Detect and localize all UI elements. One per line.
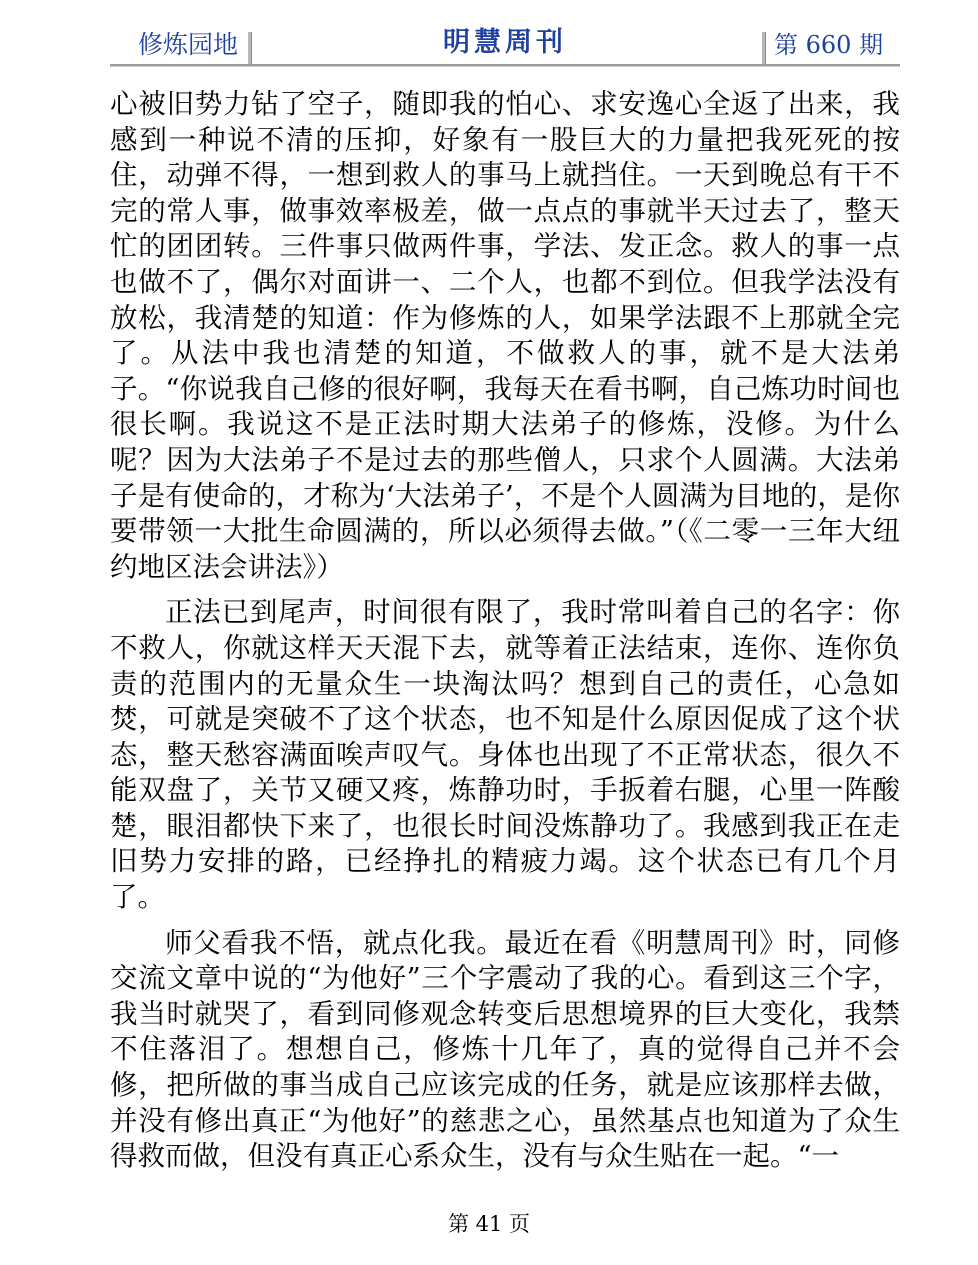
article-body <box>110 87 900 1175</box>
header-rule <box>110 64 900 67</box>
page-header <box>110 28 900 66</box>
publication-title: 明慧周刊 <box>443 27 567 58</box>
issue-number: 第 660 期 <box>774 31 884 59</box>
paragraph-2: 正法已到尾声，时间很有限了，我时常叫着自己的名字：你不救人，你就这样天天混下去，就等着正法结束，连你、连你负责的范围内的无量众生一块淘汰吗？想到自己的责任，心急如焚，可就是突破不了这个状态，也不知是什么原因促成了这个状态，整天愁容满面唉声叹气。身体也出现了不正常状态，很久不能双盘了，关节又硬又疼，炼静功时，手扳着右腿，心里一阵酸楚，眼泪都快下来了，也很长时间没炼静功了。我感到我正在走旧势力安排的路，已经挣扎的精疲力竭。这个状态已有几个月了。 <box>110 596 900 914</box>
header-divider-right <box>762 32 766 64</box>
paragraph-1: 心被旧势力钻了空子，随即我的怕心、求安逸心全返了出来，我感到一种说不清的压抑，好象有一股巨大的力量把我死死的按住，动弹不得，一想到救人的事马上就挡住。一天到晚总有干不完的常人事，做事效率极差，做一点点的事就半天过去了，整天忙的团团转。三件事只做两件事，学法、发正念。救人的事一点也做不了，偶尔对面讲一、二个人，也都不到位。但我学法没有放松，我清楚的知道：作为修炼的人，如果学法跟不上那就全完了。从法中我也清楚的知道，不做救人的事，就不是大法弟子。“你说我自己修的很好啊，我每天在看书啊，自己炼功时间也很长啊。我说这不是正法时期大法弟子的修炼，没修。为什么呢？因为大法弟子不是过去的那些僧人，只求个人圆满。大法弟子是有使命的，才称为‘大法弟子’，不是个人圆满为目地的，是你要带领一大批生命圆满的，所以必须得去做。”（《二零一三年大纽约地区法会讲法》） <box>110 88 900 583</box>
section-title: 修炼园地 <box>138 30 239 59</box>
page-number: 第 41 页 <box>447 1212 531 1236</box>
paragraph-3: 师父看我不悟，就点化我。最近在看《明慧周刊》时，同修交流文章中说的“为他好”三个字震动了我的心。看到这三个字，我当时就哭了，看到同修观念转变后思想境界的巨大变化，我禁不住落泪了。想想自己，修炼十几年了，真的觉得自己并不会修，把所做的事当成自己应该完成的任务，就是应该那样去做，并没有修出真正“为他好”的慈悲之心，虽然基点也知道为了众生得救而做，但没有真正心系众生，没有与众生贴在一起。“一 <box>110 926 900 1173</box>
